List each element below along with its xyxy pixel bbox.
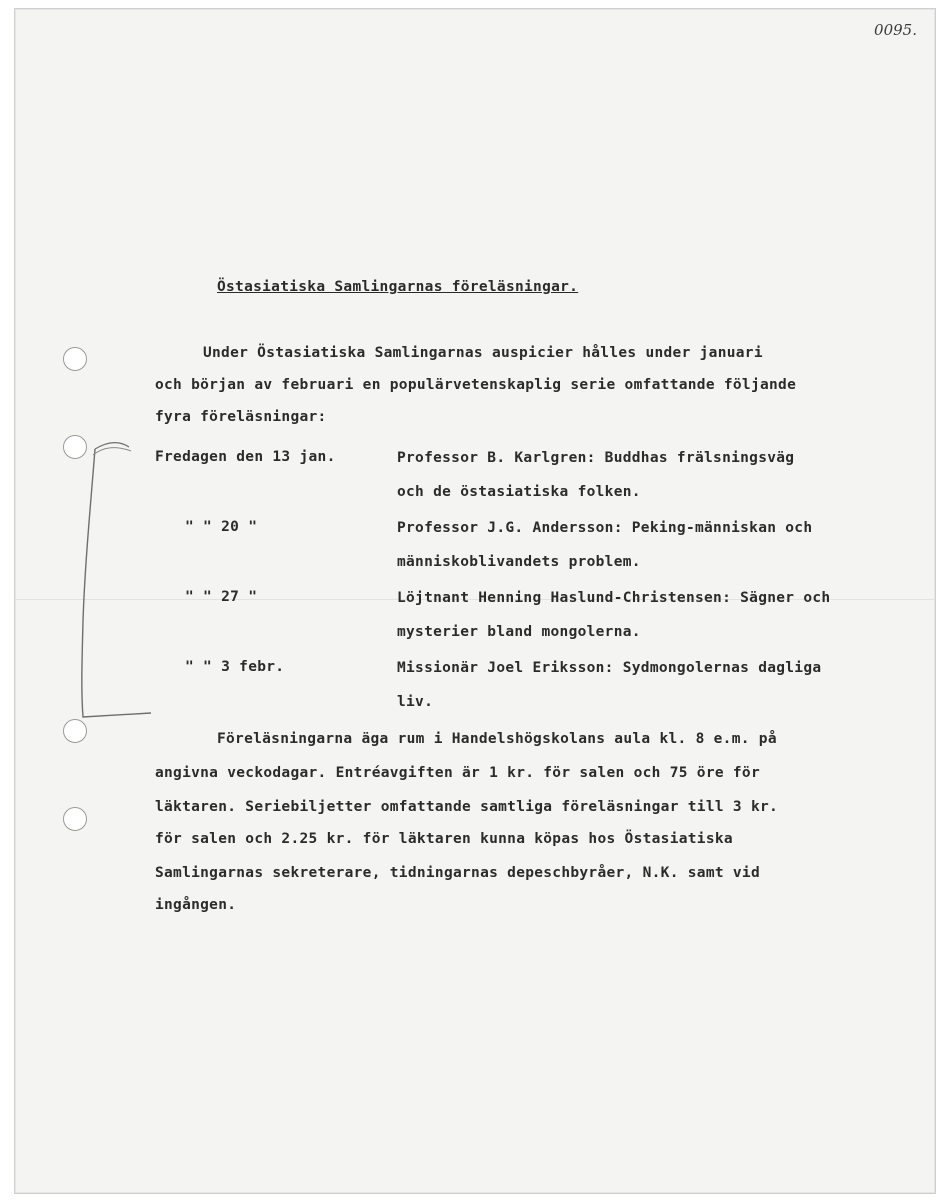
punch-hole <box>63 347 87 371</box>
lecture-line: Professor J.G. Andersson: Peking-människan och <box>397 520 813 536</box>
closing-line: ingången. <box>155 897 237 913</box>
document-page <box>14 8 936 1194</box>
punch-hole <box>63 807 87 831</box>
pencil-bracket-mark <box>71 441 167 731</box>
page-number: 0095. <box>874 21 917 39</box>
closing-line: Samlingarnas sekreterare, tidningarnas depeschbyråer, N.K. samt vid <box>155 865 760 881</box>
closing-line: för salen och 2.25 kr. för läktaren kunna köpas hos Östasiatiska <box>155 831 733 847</box>
lecture-description <box>397 651 821 719</box>
lecture-description <box>397 441 794 509</box>
intro-line: fyra föreläsningar: <box>155 409 327 425</box>
lecture-line: Missionär Joel Eriksson: Sydmongolernas dagliga <box>397 660 822 676</box>
lecture-date: " " 27 " <box>185 589 258 605</box>
lecture-entry <box>155 589 915 651</box>
intro-line: Under Östasiatiska Samlingarnas auspicier hålles under januari <box>203 345 763 361</box>
lecture-line: och de östasiatiska folken. <box>397 484 641 500</box>
closing-line: läktaren. Seriebiljetter omfattande samtliga föreläsningar till 3 kr. <box>155 799 779 815</box>
document-heading: Östasiatiska Samlingarnas föreläsningar. <box>217 279 579 295</box>
lecture-description <box>397 511 812 579</box>
lecture-description <box>397 581 830 649</box>
lecture-line: liv. <box>397 694 434 710</box>
lecture-entry <box>155 519 915 581</box>
lecture-line: Löjtnant Henning Haslund-Christensen: Sägner och <box>397 590 831 606</box>
lecture-line: människoblivandets problem. <box>397 554 641 570</box>
lecture-entry <box>155 659 915 721</box>
intro-line: och början av februari en populärvetenskaplig serie omfattande följande <box>155 377 797 393</box>
lecture-line: Professor B. Karlgren: Buddhas frälsningsväg <box>397 450 795 466</box>
closing-line: angivna veckodagar. Entréavgiften är 1 kr. för salen och 75 öre för <box>155 765 760 781</box>
lecture-date: Fredagen den 13 jan. <box>155 449 336 465</box>
lecture-date: " " 3 febr. <box>185 659 285 675</box>
lecture-line: mysterier bland mongolerna. <box>397 624 641 640</box>
lecture-date: " " 20 " <box>185 519 258 535</box>
closing-line: Föreläsningarna äga rum i Handelshögskolans aula kl. 8 e.m. på <box>217 731 777 747</box>
lecture-entry <box>155 449 915 511</box>
